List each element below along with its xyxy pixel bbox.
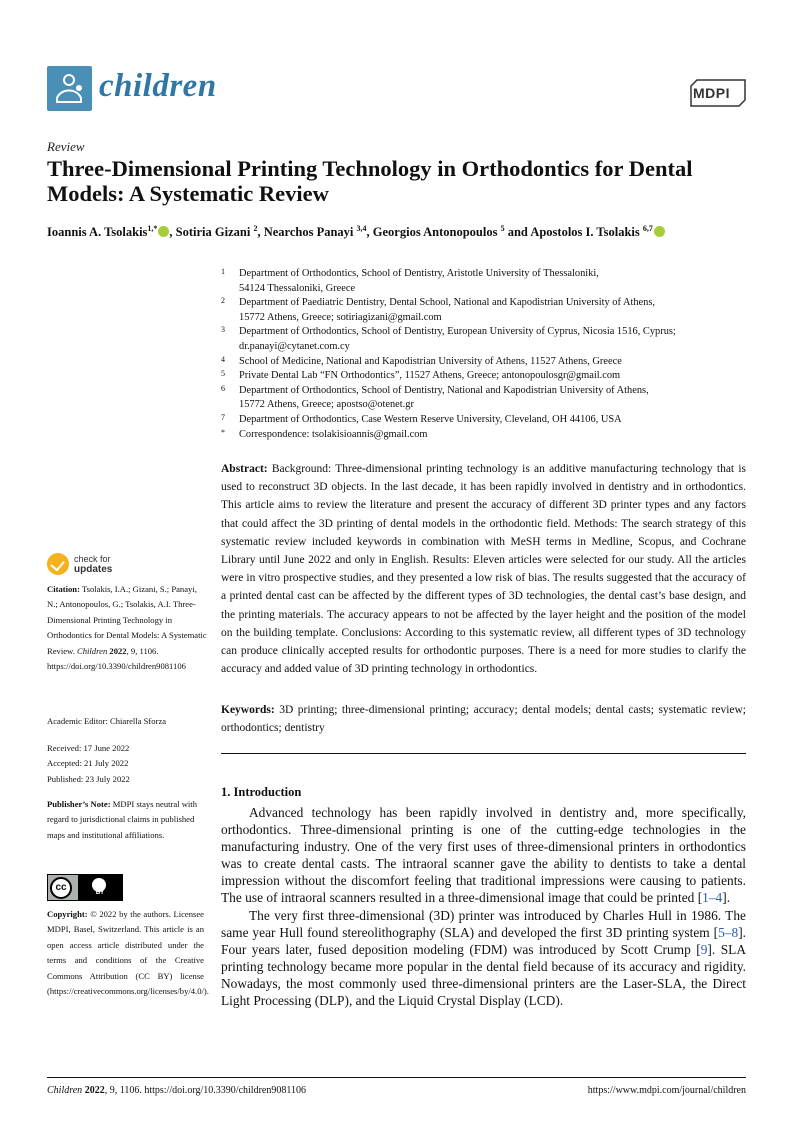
- correspondence: * Correspondence: tsolakisioannis@gmail.com: [221, 427, 428, 440]
- copyright: Copyright: © 2022 by the authors. Licensee MDPI, Basel, Switzerland. This article is an open access article distributed under the terms and conditions of the Creative Commons Attribution (CC BY) license (https://creativecommons.org/licenses/by/4.0/).: [47, 909, 209, 997]
- affiliation-item: 2 Department of Paediatric Dentistry, Dental School, National and Kapodistrian University of Athens, 15772 Athens, Greece; sotiriagizani@gmail.com: [221, 296, 656, 323]
- publisher-name: MDPI: [693, 85, 730, 101]
- paragraph: The very first three-dimensional (3D) printer was introduced by Charles Hull in 1986. The same year Hull found stereolithography (SLA) and developed the first 3D printing system [5–8]. Four years later, fused deposition modeling (FDM) was introduced by Scott Crump [9]. SLA printing technology became more popular in the dental field because of its accuracy and rigidity. Nowadays, the most commonly used three-dimensional printers are the Laser-SLA, the Direct Light Processing (DLP), and the Liquid Crystal Display (LCD).: [221, 907, 746, 1009]
- author-name[interactable]: Apostolos I. Tsolakis: [530, 225, 640, 240]
- journal-url-link[interactable]: https://www.mdpi.com/journal/children: [587, 1085, 746, 1096]
- dates: Received: 17 June 2022 Accepted: 21 July 2022 Published: 23 July 2022: [47, 743, 130, 784]
- affiliation-item: 7 Department of Orthodontics, Case Western Reserve University, Cleveland, OH 44106, USA: [221, 412, 622, 425]
- orcid-icon[interactable]: [158, 226, 169, 237]
- article-type: Review: [47, 139, 85, 154]
- journal-name: children: [99, 68, 217, 104]
- divider: [221, 753, 746, 754]
- citation-link[interactable]: 5–8: [718, 924, 739, 940]
- citation-link[interactable]: 9: [700, 941, 708, 957]
- author-name[interactable]: Ioannis A. Tsolakis: [47, 225, 148, 240]
- section-heading: 1. Introduction: [221, 785, 302, 799]
- affiliation-item: 5 Private Dental Lab “FN Orthodontics”, 11527 Athens, Greece; antonopoulosgr@gmail.com: [221, 369, 621, 382]
- academic-editor: Academic Editor: Chiarella Sforza: [47, 716, 167, 726]
- orcid-icon[interactable]: [654, 226, 665, 237]
- journal-logo-icon: [47, 66, 92, 111]
- citation-link[interactable]: 1–4: [702, 890, 723, 906]
- mdpi-logo: [689, 78, 747, 108]
- checkmark-icon: [47, 553, 69, 575]
- publisher-note: Publisher’s Note: MDPI stays neutral with regard to jurisdictional claims in published maps and institutional affiliations.: [47, 799, 197, 840]
- paragraph: Advanced technology has been rapidly involved in dentistry and, more specifically, orthodontics. Three-dimensional printing is one of the cutting-edge technologies in the manufacturing industry. One of the very first uses of three-dimensional printers in orthodontics was to create dental casts. The intraoral scanner gave the ability to dentists to take a dental impression without the discomfort feeling that traditional impressions were causing to patients. The use of intraoral scanners resulted in a three-dimensional image that could be printed [1–4].: [221, 805, 746, 906]
- affiliations: [220, 267, 750, 442]
- journal-header: [47, 66, 747, 116]
- check-for-updates-button[interactable]: check for updates: [47, 551, 177, 579]
- author-list: Ioannis A. Tsolakis$^{1,*}$ , Sotiria Gizani $^2$, Nearchos Panayi $^{3,4}$, Georgios Antonopoulos $^5$ and Apostolos I. Tsolakis $^{6,7}$: [47, 224, 757, 240]
- affiliation-item: 1 Department of Orthodontics, School of Dentistry, Aristotle University of Thessaloniki, 54124 Thessaloniki, Greece: [221, 267, 599, 294]
- affiliation-item: 4 School of Medicine, National and Kapodistrian University of Athens, 11527 Athens, Greece: [221, 354, 622, 367]
- keywords: Keywords: 3D printing; three-dimensional printing; accuracy; dental models; dental casts; systematic review; orthodontics; dentistry: [221, 704, 746, 735]
- footer-divider: [47, 1077, 746, 1078]
- affiliation-item: 3 Department of Orthodontics, School of Dentistry, European University of Cyprus, Nicosia 1516, Cyprus; dr.panayi@cytanet.com.cy: [221, 325, 676, 352]
- cc-by-license-badge[interactable]: cc BY: [47, 874, 123, 901]
- footer-citation: Children 2022, 9, 1106. https://doi.org/10.3390/children9081106: [47, 1085, 306, 1096]
- intro-body: [221, 804, 746, 1009]
- cc-icon: cc: [50, 877, 72, 899]
- author-name[interactable]: Sotiria Gizani: [175, 225, 251, 240]
- abstract: Abstract: Background: Three-dimensional printing technology is an additive manufacturing technology that is used to reconstruct 3D objects. In the last decade, it has been rapidly involved in dentistry and in orthodontics. This article aims to review the literature and present the accuracy of different 3D printer types and any factors that could affect the 3D printing of dental models in the orthodontic field. Methods: The search strategy of this systematic review included keywords in combination with MeSH terms in Medline, Scopus, and Cochrane Library until June 2022 and only in English. Results: Eleven articles were selected for our study. All the articles were in vitro prospective studies, and they presented a low risk of bias. The results suggested that the accuracy of a printed dental cast can be affected by the different types of 3D technologies, the dental cast’s base design, and the printing materials. The accuracy appears to not be affected by the layer height and the position of the model on the building template. Conclusions: According to this systematic review, all different types of 3D technology can produce clinically accepted results for orthodontic purposes. There is a need for more studies to clarify the accuracy and added value of 3D printing technology in orthodontics.: [221, 463, 746, 676]
- affiliation-item: 6 Department of Orthodontics, School of Dentistry, National and Kapodistrian University of Athens, 15772 Athens, Greece; apostso@otenet.gr: [221, 383, 649, 411]
- author-name[interactable]: Georgios Antonopoulos: [372, 225, 498, 240]
- article-title: Three-Dimensional Printing Technology in Orthodontics for Dental Models: A Systematic Review: [47, 156, 693, 206]
- author-name[interactable]: Nearchos Panayi: [263, 225, 354, 240]
- citation: Citation: Tsolakis, I.A.; Gizani, S.; Panayi, N.; Antonopoulos, G.; Tsolakis, A.I. Three-Dimensional Printing Technology in Orthodontics for Dental Models: A Systematic Review. Children 2022, 9, 1106. https://doi.org/10.3390/children9081106: [47, 584, 207, 672]
